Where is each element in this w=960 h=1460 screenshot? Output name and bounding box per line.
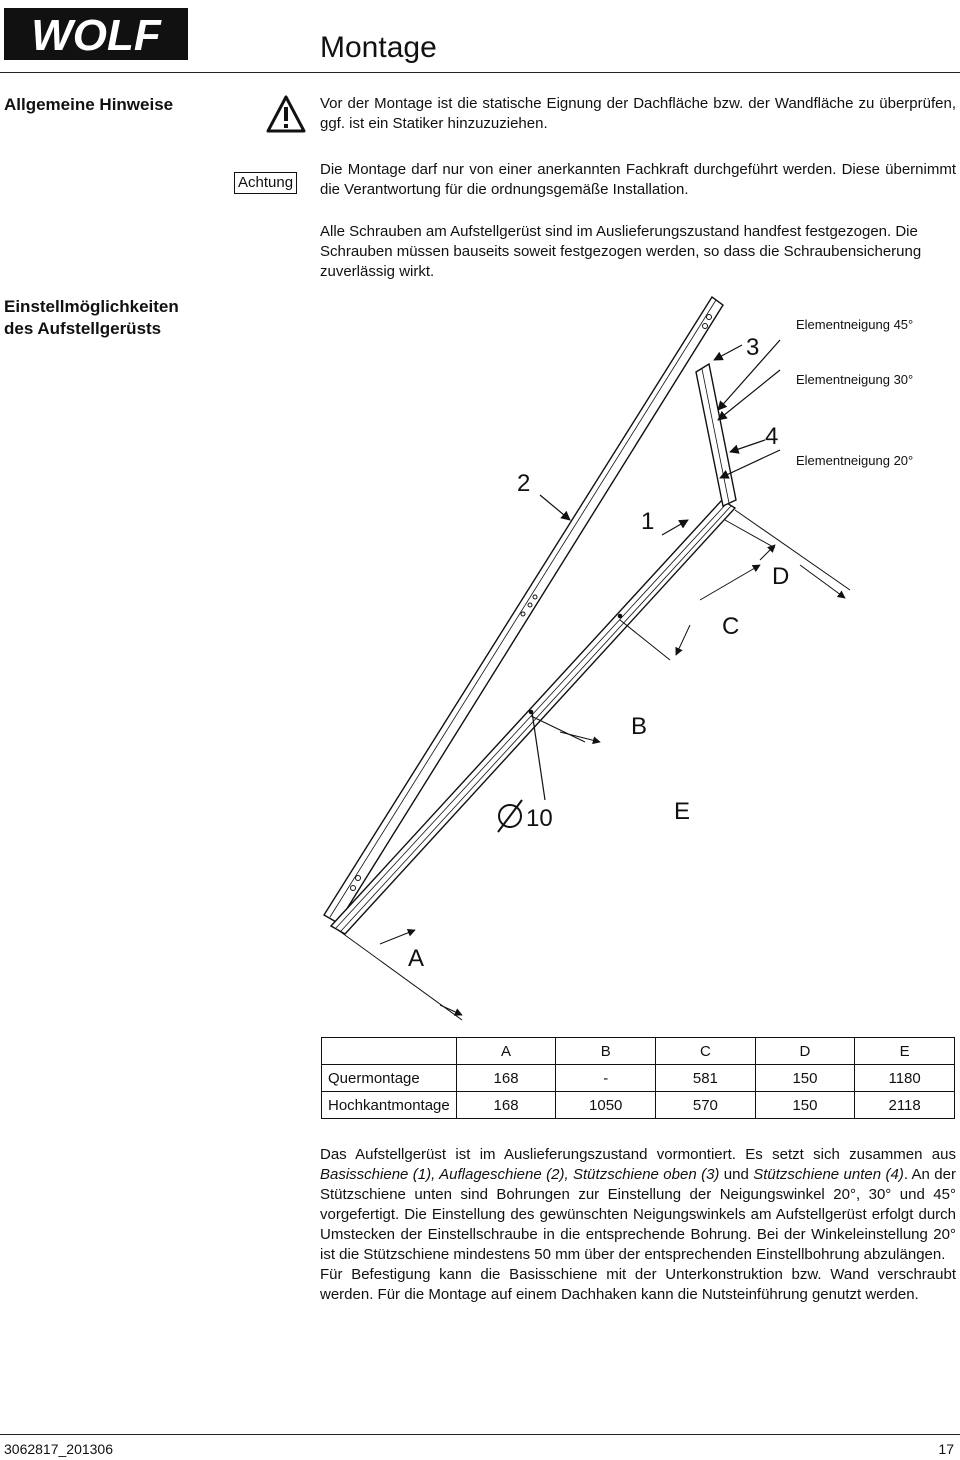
warning-text: Vor der Montage ist die statische Eignung der Dachfläche bzw. der Wandfläche zu überprüfen, ggf. ist ein Statiker hinzuzuziehen. xyxy=(320,95,956,132)
label-2: 2 xyxy=(517,470,531,497)
mounting-frame-diagram xyxy=(300,292,960,1032)
label-B: B xyxy=(631,713,648,740)
tilt-20-label: Elementneigung 20° xyxy=(796,453,914,468)
table-cell: Hochkantmontage xyxy=(322,1092,457,1119)
table-row xyxy=(322,1092,955,1119)
table-cell: Quermontage xyxy=(322,1065,457,1092)
table-cell: 168 xyxy=(456,1065,556,1092)
table-header-cell: E xyxy=(855,1038,955,1065)
table-cell: 168 xyxy=(456,1092,556,1119)
table-header-cell: C xyxy=(656,1038,756,1065)
description-text xyxy=(320,1145,956,1305)
fixing-text: Für Befestigung kann die Basisschiene mit der Unterkonstruktion bzw. Wand verschraubt werden. Für die Montage auf einem Dachhaken kann die Nutsteinführung genutzt werden. xyxy=(320,1266,956,1303)
dimensions-table xyxy=(321,1037,955,1119)
table-cell: 2118 xyxy=(855,1092,955,1119)
header-divider xyxy=(0,72,960,73)
label-C: C xyxy=(722,613,740,640)
table-cell: 581 xyxy=(656,1065,756,1092)
screws-text: Alle Schrauben am Aufstellgerüst sind im Auslieferungszustand handfest festgezogen. Die Schrauben müssen bauseits soweit festgezogen werden, so dass die Schraubensicherung zuverlässig wirkt. xyxy=(320,223,922,280)
table-cell: 570 xyxy=(656,1092,756,1119)
strut-rail xyxy=(696,364,736,506)
logo-text: WOLF xyxy=(31,11,161,60)
caution-text: Die Montage darf nur von einer anerkannten Fachkraft durchgeführt werden. Diese übernimmt die Verantwortung für die ordnungsgemäße Installation. xyxy=(320,161,956,198)
section-heading-settings xyxy=(4,296,179,340)
wolf-logo xyxy=(4,8,188,60)
table-cell: 1180 xyxy=(855,1065,955,1092)
tilt-45-label: Elementneigung 45° xyxy=(796,317,914,332)
label-diameter: 10 xyxy=(526,805,553,832)
table-header-cell: B xyxy=(556,1038,656,1065)
description-part: und xyxy=(719,1166,754,1183)
table-cell: 150 xyxy=(755,1065,855,1092)
description-italic: Stützschiene unten (4) xyxy=(753,1166,904,1183)
label-1: 1 xyxy=(641,508,655,535)
section-heading-general: Allgemeine Hinweise xyxy=(4,95,174,114)
table-header-row xyxy=(322,1038,955,1065)
settings-heading-line2: des Aufstellgerüsts xyxy=(4,319,162,338)
page-title: Montage xyxy=(320,31,437,64)
label-E: E xyxy=(674,798,691,825)
warning-icon xyxy=(266,94,306,134)
support-rail xyxy=(324,297,723,923)
label-3: 3 xyxy=(746,334,760,361)
label-D: D xyxy=(772,563,790,590)
document-number: 3062817_201306 xyxy=(4,1441,114,1457)
footer-divider xyxy=(0,1434,960,1435)
table-cell: - xyxy=(556,1065,656,1092)
table-row xyxy=(322,1065,955,1092)
table-header-cell: A xyxy=(456,1038,556,1065)
table-cell: 150 xyxy=(755,1092,855,1119)
tilt-30-label: Elementneigung 30° xyxy=(796,372,914,387)
caution-label: Achtung xyxy=(234,172,297,194)
table-header-cell: D xyxy=(755,1038,855,1065)
diameter-icon xyxy=(498,800,522,832)
table-header-cell xyxy=(322,1038,457,1065)
description-part: Das Aufstellgerüst ist im Auslieferungszustand vormontiert. Es setzt sich zusammen aus xyxy=(320,1146,956,1163)
settings-heading-line1: Einstellmöglichkeiten xyxy=(4,297,179,316)
label-A: A xyxy=(408,945,425,972)
description-italic: Basisschiene (1), Auflageschiene (2), Stützschiene oben (3) xyxy=(320,1166,720,1183)
frame-rails xyxy=(324,297,736,934)
label-4: 4 xyxy=(765,423,779,450)
table-cell: 1050 xyxy=(556,1092,656,1119)
page-number: 17 xyxy=(938,1441,954,1457)
description-part: . An der Stützschiene unten sind Bohrungen zur Einstellung der Neigungswinkel 20°, 30° und 45° vorgefertigt. Die Einstellung des gewünschten Neigungswinkels am Aufstellgerüst erfolgt durch Umstecken der Einstellschraube in die entsprechende Bohrung. Bei der Winkeleinstellung 20° ist die Stützschiene mindestens 50 mm über der entsprechenden Einstellbohrung abzulängen. xyxy=(320,1166,956,1263)
